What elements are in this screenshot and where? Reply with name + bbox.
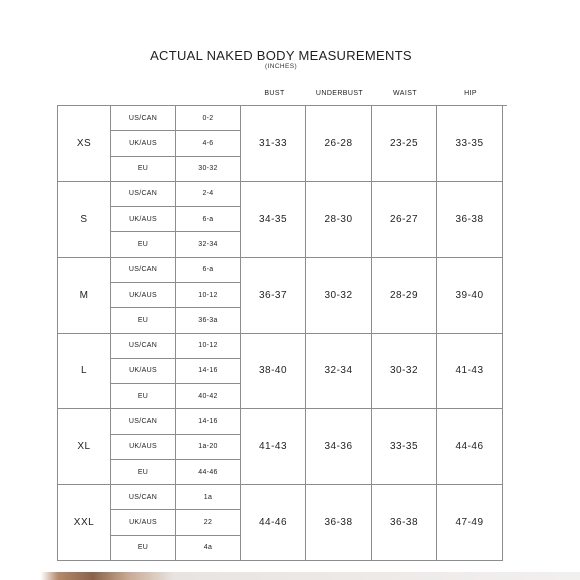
size-label: XL (58, 409, 111, 485)
size-system-label: EU (111, 232, 176, 257)
size-system-value: 36-3a (176, 308, 241, 333)
size-system-value: 4-6 (176, 131, 241, 156)
size-system-label: US/CAN (111, 182, 176, 207)
size-system-value: 4a (176, 536, 241, 561)
size-system-value: 6-a (176, 258, 241, 283)
waist-measurement: 30-32 (372, 334, 437, 410)
size-system-value: 2-4 (176, 182, 241, 207)
waist-measurement: 33-35 (372, 409, 437, 485)
underbust-measurement: 34-36 (306, 409, 372, 485)
size-system-label: US/CAN (111, 258, 176, 283)
hip-measurement: 33-35 (437, 106, 503, 182)
header-waist: WAIST (393, 90, 417, 97)
size-label: XS (58, 106, 111, 182)
header-bust: BUST (264, 90, 285, 97)
size-system-value: 10-12 (176, 334, 241, 359)
size-label: XXL (58, 485, 111, 561)
hip-measurement: 41-43 (437, 334, 503, 410)
chart-title: ACTUAL NAKED BODY MEASUREMENTS (150, 48, 412, 63)
hip-measurement: 39-40 (437, 258, 503, 334)
size-system-label: US/CAN (111, 409, 176, 434)
size-system-label: US/CAN (111, 334, 176, 359)
hip-measurement: 44-46 (437, 409, 503, 485)
hip-measurement: 36-38 (437, 182, 503, 258)
size-system-label: EU (111, 308, 176, 333)
size-system-value: 30-32 (176, 157, 241, 182)
size-system-value: 14-16 (176, 359, 241, 384)
header-hip: HIP (464, 90, 477, 97)
size-system-value: 44-46 (176, 460, 241, 485)
size-label: M (58, 258, 111, 334)
size-system-value: 22 (176, 510, 241, 535)
bust-measurement: 34-35 (241, 182, 306, 258)
size-label: S (58, 182, 111, 258)
size-chart-table (57, 105, 507, 561)
underbust-measurement: 28-30 (306, 182, 372, 258)
waist-measurement: 23-25 (372, 106, 437, 182)
waist-measurement: 26-27 (372, 182, 437, 258)
size-system-label: UK/AUS (111, 435, 176, 460)
bust-measurement: 36-37 (241, 258, 306, 334)
chart-subtitle: (INCHES) (264, 63, 298, 70)
size-label: L (58, 334, 111, 410)
size-system-label: EU (111, 157, 176, 182)
waist-measurement: 36-38 (372, 485, 437, 561)
size-system-label: EU (111, 460, 176, 485)
size-system-label: UK/AUS (111, 131, 176, 156)
underbust-measurement: 26-28 (306, 106, 372, 182)
underbust-measurement: 30-32 (306, 258, 372, 334)
bust-measurement: 38-40 (241, 334, 306, 410)
size-system-value: 1a (176, 485, 241, 510)
size-system-label: UK/AUS (111, 510, 176, 535)
photo-edge (0, 572, 580, 580)
size-system-value: 6-a (176, 207, 241, 232)
size-system-label: US/CAN (111, 485, 176, 510)
bust-measurement: 44-46 (241, 485, 306, 561)
size-system-value: 10-12 (176, 283, 241, 308)
size-system-label: EU (111, 536, 176, 561)
underbust-measurement: 32-34 (306, 334, 372, 410)
size-system-label: EU (111, 384, 176, 409)
hip-measurement: 47-49 (437, 485, 503, 561)
size-system-label: US/CAN (111, 106, 176, 131)
header-underbust: UNDERBUST (315, 90, 364, 97)
size-system-value: 40-42 (176, 384, 241, 409)
size-system-value: 0-2 (176, 106, 241, 131)
size-system-label: UK/AUS (111, 207, 176, 232)
size-system-value: 1a-20 (176, 435, 241, 460)
waist-measurement: 28-29 (372, 258, 437, 334)
size-system-value: 32-34 (176, 232, 241, 257)
size-system-value: 14-16 (176, 409, 241, 434)
size-system-label: UK/AUS (111, 359, 176, 384)
bust-measurement: 41-43 (241, 409, 306, 485)
size-system-label: UK/AUS (111, 283, 176, 308)
bust-measurement: 31-33 (241, 106, 306, 182)
underbust-measurement: 36-38 (306, 485, 372, 561)
